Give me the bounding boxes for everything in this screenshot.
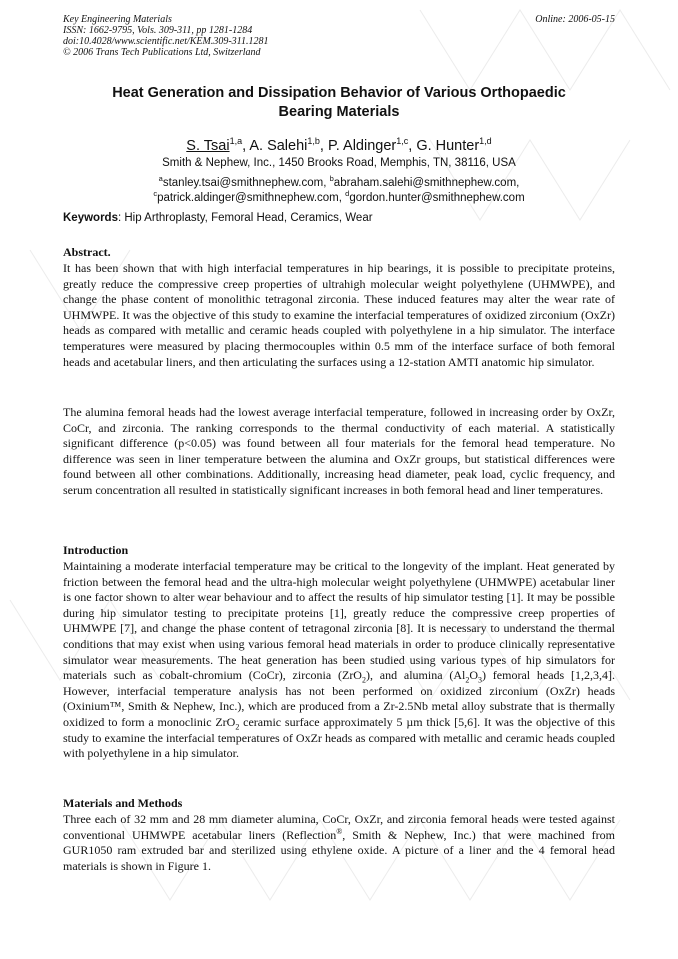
keywords: [63, 212, 373, 224]
methods-heading: Materials and Methods: [63, 796, 183, 810]
author-affil-sup: 1,b: [307, 136, 320, 146]
email-line-2: $^c$patrick.aldinger@smithnephew.com, $^d$gordon.hunter@smithnephew.com: [153, 189, 525, 204]
email: stanley.tsai@smithnephew.com,: [162, 176, 330, 189]
email: patrick.aldinger@smithnephew.com,: [157, 191, 346, 204]
introduction-heading: Introduction: [63, 543, 129, 557]
abstract-paragraph-1: It has been shown that with high interfacial temperatures in hip bearings, it is possible to precipitate proteins, greatly reduce the compressive creep properties of ultrahigh molecular weight polyethylene (UHMWPE), and change the phase content of monolithic tetragonal zirconia. These induced features may alter the wear rate of UHMWPE. It was the objective of this study to examine the interfacial temperatures of oxidized zirconium (OxZr) heads as compared with metallic and ceramic heads coupled with polyethylene in a hip simulator. The interface temperatures were measured by placing thermocouples within 0.5 mm of the interface surface of both femoral heads and acetabular liners, and then articulating the surfaces using a 12-station AMTI anatomic hip simulator.: [63, 261, 615, 369]
title-line-1: Heat Generation and Dissipation Behavior of Various Orthopaedic: [112, 85, 566, 101]
email-line-1: $^a$stanley.tsai@smithnephew.com, $^b$abraham.salehi@smithnephew.com,: [158, 174, 520, 189]
paper-title: [63, 84, 615, 122]
journal-header: [63, 14, 268, 58]
email: abraham.salehi@smithnephew.com,: [333, 176, 520, 189]
journal-name: Key Engineering Materials: [63, 14, 172, 25]
author-name: P. Aldinger: [327, 137, 397, 154]
introduction-paragraph: Maintaining a moderate interfacial temperature may be critical to the longevity of the implant. Heat generated by friction between the femoral head and the ultra-high molecular weight polyethylene (UHMWPE) acetabular liner is one factor shown to alter wear behaviour and to affect the results of hip simulator testing [1]. It may be possible during hip simulator testing to precipitate proteins [1], greatly reduce the compressive creep properties of UHMWPE [7], and change the phase content of tetragonal zirconia [8]. It is necessary to understand the thermal conditions that may exist when using various femoral head materials in order to produce clinically representative simulator wear measurements. The heat generation has been studied using various types of hip simulators for materials such as cobalt-chromium (CoCr), zirconia (ZrO$_2$), and alumina $(Al_2O_3)$ femoral heads [1,2,3,4]. However, interfacial temperature analysis has not been performed on oxidized zirconium (OxZr) heads (Oxinium™, Smith & Nephew, Inc.), which are produced from a Zr-2.5Nb metal alloy substrate that is thermally oxidized to form a monoclinic ZrO$_2$ ceramic surface approximately 5 µm thick [5,6]. It was the objective of this study to examine the interfacial temperatures of OxZr heads as compared with metallic and ceramic heads coupled with polyethylene in a hip simulator.: [63, 559, 615, 761]
copyright-line: © 2006 Trans Tech Publications Ltd, Switzerland: [63, 47, 261, 58]
author-affil-sup: 1,a: [229, 136, 243, 146]
issn-line: ISSN: 1662-9795, Vols. 309-311, pp 1281-1284: [63, 25, 253, 36]
author-name: G. Hunter: [416, 137, 480, 154]
author-affil-sup: 1,d: [479, 136, 492, 146]
author-name: A. Salehi: [249, 137, 308, 154]
methods-paragraph: Three each of 32 mm and 28 mm diameter alumina, CoCr, OxZr, and zirconia femoral heads were tested against conventional UHMWPE acetabular liners (Reflection®, Smith & Nephew, Inc.) that were machined from GUR1050 ram extruded bar and sterilized using ethylene oxide. A picture of a liner and the 4 femoral head materials is shown in Figure 1.: [63, 812, 615, 873]
doi-line: doi:10.4028/www.scientific.net/KEM.309-311.1281: [63, 36, 269, 47]
title-line-2: Bearing Materials: [278, 104, 400, 120]
affiliation: Smith & Nephew, Inc., 1450 Brooks Road, Memphis, TN, 38116, USA: [162, 157, 516, 169]
author-affil-sup: 1,c: [396, 136, 409, 146]
author-list: S. Tsai$^{1,a}$, A. Salehi$^{1,b}$, P. Aldinger$^{1,c}$, G. Hunter$^{1,d}$: [186, 136, 492, 154]
keywords-label: Keywords: [63, 212, 118, 224]
keywords-text: : Hip Arthroplasty, Femoral Head, Ceramics, Wear: [117, 212, 373, 224]
online-date: Online: 2006-05-15: [535, 14, 615, 25]
email: gordon.hunter@smithnephew.com: [349, 191, 525, 204]
author-name: S. Tsai: [186, 137, 230, 154]
abstract-heading: Abstract.: [63, 245, 111, 259]
abstract-paragraph-2: The alumina femoral heads had the lowest average interfacial temperature, followed in increasing order by OxZr, CoCr, and zirconia. The ranking corresponds to the thermal conductivity of each material. A statistically significant difference (p<0.05) was found between all four materials for the femoral head temperature. No difference was seen in liner temperature between the alumina and OxZr groups, but statistical differences were found between all other combinations. Additionally, increasing head diameter, peak load, cyclic frequency, and serum concentration all resulted in statistically significant increases in both femoral head and liner temperatures.: [63, 405, 615, 497]
